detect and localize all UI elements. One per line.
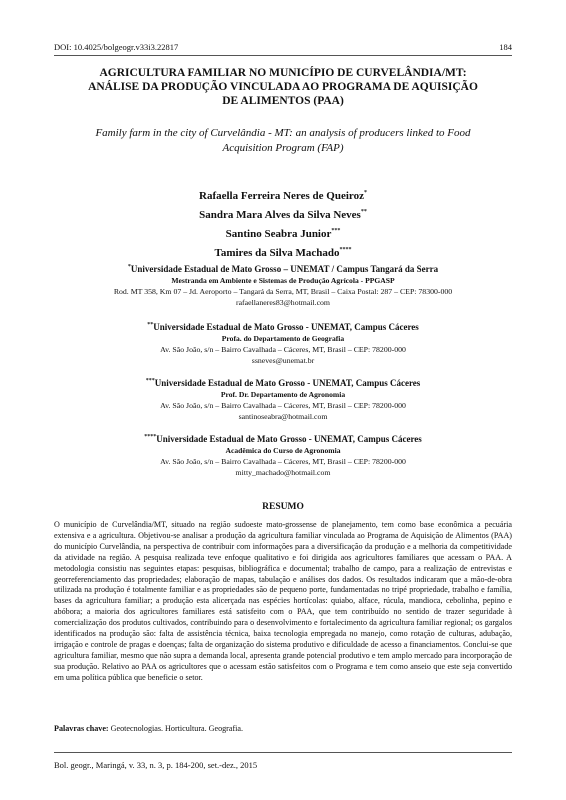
keywords-line <box>54 724 512 733</box>
author <box>54 204 512 223</box>
affiliation-mark: ** <box>147 322 154 328</box>
title-line: DE ALIMENTOS (PAA) <box>222 95 344 107</box>
author-mark: * <box>363 190 367 196</box>
affiliation-4 <box>54 432 512 478</box>
affiliation-email[interactable]: ssneves@unemat.br <box>251 356 315 365</box>
affiliation-address: Av. São João, s/n – Bairro Cavalhada – Cáceres, MT, Brasil – CEP: 78200-000 <box>160 457 406 466</box>
institution-name: Universidade Estadual de Mato Grosso - UNEMAT, Campus Cáceres <box>153 322 419 332</box>
affiliation-institution <box>54 376 512 389</box>
author <box>54 185 512 204</box>
affiliation-2 <box>54 320 512 366</box>
keywords-label: Palavras chave: <box>54 724 109 733</box>
keywords-text: Geotecnologias. Horticultura. Geografia. <box>110 724 244 733</box>
affiliation-department: Acadêmica do Curso de Agronomia <box>225 446 341 455</box>
title-line: ANÁLISE DA PRODUÇÃO VINCULADA AO PROGRAMA DE AQUISIÇÃO <box>88 81 478 93</box>
title-en-line: Family farm in the city of Curvelândia - MT: an analysis of producers linked to Food <box>95 127 471 139</box>
title-en-line: Acquisition Program (FAP) <box>222 142 344 154</box>
affiliation-institution <box>54 432 512 445</box>
author-list <box>54 185 512 261</box>
author-name: Sandra Mara Alves da Silva Neves <box>199 209 361 221</box>
affiliation-department: Mestranda em Ambiente e Sistemas de Produção Agrícola - PPGASP <box>171 276 395 285</box>
page-number: 184 <box>499 42 512 52</box>
article-title-english <box>54 126 512 156</box>
affiliation-institution <box>54 320 512 333</box>
author-mark: ** <box>360 209 367 215</box>
header-rule <box>54 55 512 56</box>
affiliation-department: Prof. Dr. Departamento de Agronomia <box>220 390 346 399</box>
abstract-body: O município de Curvelândia/MT, situado na região sudoeste mato-grossense de planejamento, tem como base econômica a pecuária extensiva e a agricultura. Objetivou-se analisar a produção da agricultura familiar vinculada ao Programa de Aquisição de Alimentos (PAA) do município Curvelândia, na perspectiva de contribuir com informações para a diversificação da produção e a melhoria da competitividade da atividade na região. A pesquisa realizada teve enfoque qualitativo e foi dirigida aos agricultores familiares que acessam o PAA. A metodologia consistiu nas seguintes etapas: pesquisas, bibliográfica e documental; trabalho de campo, para a realização de entrevistas e georreferenciamento das propriedades; elaboração de mapas, tabulação e análises dos dados. Os resultados indicaram que a mão-de-obra utilizada na produção é totalmente familiar e as propriedades são de pequeno porte, fundamentadas no tripé propriedade, trabalho e família, bases da agricultura familiar; a produção esta alicerçada nas espécies hortícolas: quiabo, alface, rúcula, mandioca, cebolinha, pepino e abóbora; a maioria dos agricultores familiares está satisfeito com o PAA, que tem contribuído no sentido de trazer seguridade à comercialização dos produtos cultivados, contribuindo para o desenvolvimento e fortalecimento da agricultura familiar regional; os gargalos identificados na produção são: falta de assistência técnica, baixa tecnologia empregada no manejo, como rotação de culturas, adubação, irrigação e controle de pragas e doenças; falta de organização do sistema produtivo e dificuldade de acesso a financiamentos. Conclui-se que agricultura familiar, mesmo que não supra a demanda local, apresenta grande potencial produtivo e tem amplo mercado para incorporação de sua produção. Relativo ao PAA os agricultores que o acessam estão satisfeitos com o Programa e tem como anseio que este seja convertido em uma política pública que beneficie o setor. <box>54 520 512 682</box>
affiliation-email[interactable]: santinoseabra@hotmail.com <box>238 412 328 421</box>
article-title-portuguese <box>54 66 512 108</box>
affiliation-mark: **** <box>144 434 157 440</box>
author-mark: **** <box>339 247 352 253</box>
affiliation-institution <box>54 262 512 275</box>
author <box>54 223 512 242</box>
doi-link[interactable]: DOI: 10.4025/bolgeogr.v33i3.22817 <box>54 42 179 52</box>
author-name: Tamires da Silva Machado <box>214 247 340 259</box>
affiliation-department: Profa. do Departamento de Geografia <box>221 334 345 343</box>
author-name: Rafaella Ferreira Neres de Queiroz <box>199 190 364 202</box>
footer-rule <box>54 752 512 753</box>
institution-name: Universidade Estadual de Mato Grosso - UNEMAT, Campus Cáceres <box>156 434 422 444</box>
abstract-heading: RESUMO <box>262 502 304 512</box>
affiliation-email[interactable]: mitty_machado@hotmail.com <box>235 468 331 477</box>
institution-name: Universidade Estadual de Mato Grosso - UNEMAT, Campus Cáceres <box>154 378 421 388</box>
affiliation-mark: * <box>127 264 131 270</box>
title-line: AGRICULTURA FAMILIAR NO MUNICÍPIO DE CURVELÂNDIA/MT: <box>99 67 467 79</box>
affiliation-1 <box>54 262 512 308</box>
institution-name: Universidade Estadual de Mato Grosso – UNEMAT / Campus Tangará da Serra <box>130 264 439 274</box>
footer-citation: Bol. geogr., Maringá, v. 33, n. 3, p. 184-200, set.-dez., 2015 <box>54 760 258 770</box>
affiliation-3 <box>54 376 512 422</box>
affiliation-address: Av. São João, s/n – Bairro Cavalhada – Cáceres, MT, Brasil – CEP: 78200-000 <box>160 345 406 354</box>
author <box>54 242 512 261</box>
affiliation-email[interactable]: rafaellaneres83@hotmail.com <box>236 298 330 307</box>
author-mark: *** <box>331 228 341 234</box>
author-name: Santino Seabra Junior <box>225 228 332 240</box>
affiliation-mark: *** <box>145 378 155 384</box>
affiliation-address: Rod. MT 358, Km 07 – Jd. Aeroporto – Tangará da Serra, MT, Brasil – Caixa Postal: 287 – CEP: 78300-000 <box>113 287 453 296</box>
affiliation-address: Av. São João, s/n – Bairro Cavalhada – Cáceres, MT, Brasil – CEP: 78200-000 <box>160 401 406 410</box>
